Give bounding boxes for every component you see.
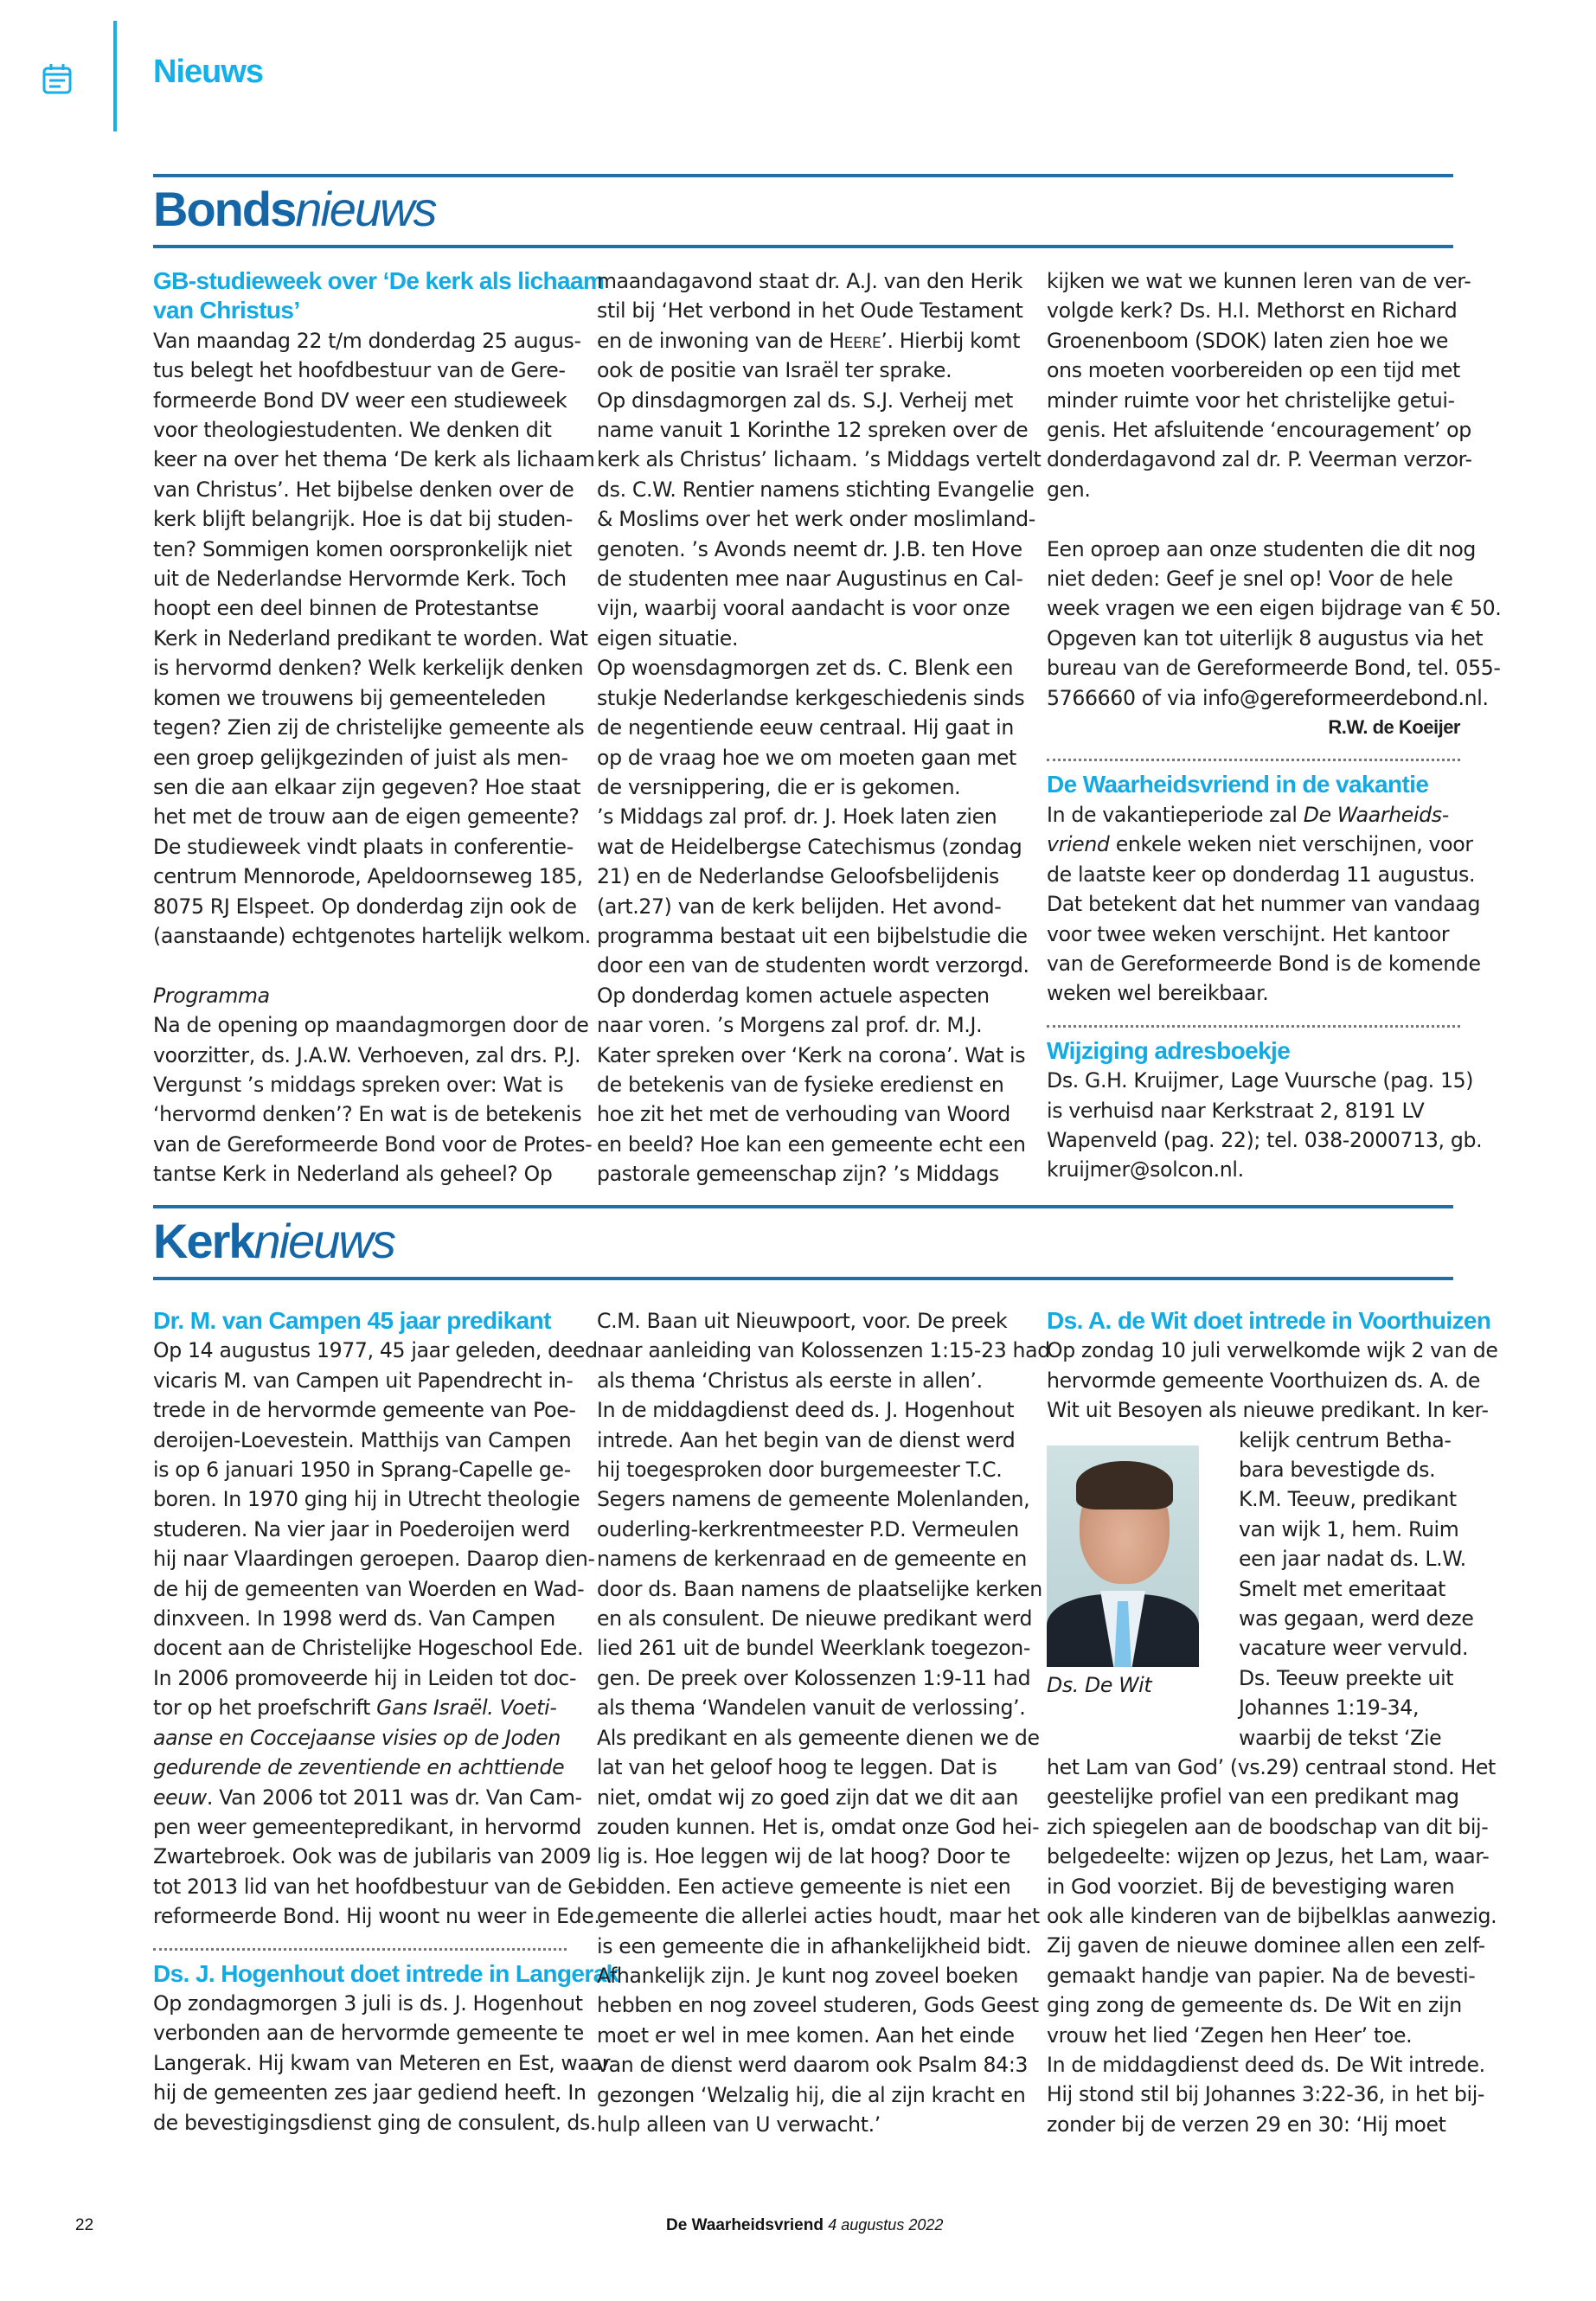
- body-line: is een gemeente die in afhankelijkheid bidt.: [597, 1933, 1032, 1958]
- article-heading: Ds. A. de Wit doet intrede in Voorthuizen: [1047, 1307, 1491, 1334]
- body-line: K.M. Teeuw, predikant: [1239, 1487, 1457, 1512]
- section-label: Nieuws: [153, 54, 264, 90]
- body-line: door een van de studenten wordt verzorgd.: [597, 953, 1029, 978]
- body-line: Hij stond stil bij Johannes 3:22-36, in het bij-: [1047, 2082, 1485, 2107]
- calendar-icon: [42, 62, 73, 95]
- body-line: hoopt een deel binnen de Protestantse: [153, 596, 539, 621]
- body-line: stil bij ‘Het verbond in het Oude Testament: [597, 298, 1023, 324]
- kerknieuws-column-1: [153, 1306, 619, 2138]
- section-rule-top: [153, 174, 1453, 177]
- article-heading: van Christus’: [153, 297, 300, 324]
- body-line: Kater spreken over ‘Kerk na corona’. Wat is: [597, 1042, 1026, 1067]
- body-line: aanse en Coccejaanse visies op de Joden: [153, 1725, 561, 1750]
- body-line: gezongen ‘Welzalig hij, die al zijn kracht en: [597, 2082, 1026, 2107]
- body-line: naar voren. ’s Morgens zal prof. dr. M.J.: [597, 1013, 983, 1038]
- body-line: Op 14 augustus 1977, 45 jaar geleden, deed: [153, 1338, 598, 1363]
- body-line: komen we trouwens bij gemeenteleden: [153, 685, 546, 710]
- body-line: Op dinsdagmorgen zal ds. S.J. Verheij met: [597, 388, 1014, 413]
- body-line: stukje Nederlandse kerkgeschiedenis sinds: [597, 685, 1025, 710]
- portrait-photo: [1047, 1445, 1199, 1667]
- body-line: Afhankelijk zijn. Je kunt nog zoveel boeken: [597, 1963, 1019, 1988]
- body-line: De studieweek vindt plaats in conferentie-: [153, 834, 574, 859]
- section-title-bondsnieuws: Bondsnieuws: [153, 182, 436, 236]
- body-line: ook de positie van Israël ter sprake.: [597, 358, 952, 383]
- body-line: genoten. ’s Avonds neemt dr. J.B. ten Hove: [597, 536, 1022, 561]
- article-gb-studieweek: [153, 266, 605, 1189]
- body-line: bidden. Een actieve gemeente is niet een: [597, 1874, 1011, 1899]
- body-line: hoe zit het met de verhouding van Woord: [597, 1102, 1010, 1127]
- body-line: gemeente die allerlei acties houdt, maar het: [597, 1904, 1040, 1929]
- body-line: Na de opening op maandagmorgen door de: [153, 1013, 589, 1038]
- body-line: in God voorziet. Bij de bevestiging waren: [1047, 1874, 1455, 1899]
- subheading-programma: Programma: [153, 983, 270, 1008]
- body-line: 5766660 of via info@gereformeerdebond.nl.: [1047, 685, 1489, 710]
- body-line: pastorale gemeenschap zijn? ’s Middags: [597, 1162, 999, 1187]
- body-line: van de Gereformeerde Bond voor de Protes-: [153, 1131, 593, 1157]
- body-line: In 2006 promoveerde hij in Leiden tot doc-: [153, 1665, 577, 1690]
- body-line: In de vakantieperiode zal De Waarheids-: [1047, 802, 1449, 827]
- body-line: belgedeelte: wijzen op Jezus, het Lam, waar-: [1047, 1844, 1490, 1869]
- article-van-campen: [153, 1306, 603, 1932]
- body-line: Als predikant en als gemeente dienen we de: [597, 1725, 1040, 1750]
- body-line: een groep gelijkgezinden of juist als men-: [153, 745, 568, 770]
- body-line: Wit uit Besoyen als nieuwe predikant. In ker-: [1047, 1398, 1489, 1423]
- body-line: minder ruimte voor het christelijke getui-: [1047, 388, 1455, 413]
- body-line: moet er wel in mee komen. Aan het einde: [597, 2022, 1015, 2048]
- body-line: naar aanleiding van Kolossenzen 1:15-23 had: [597, 1338, 1050, 1363]
- body-line: hulp alleen van U verwacht.’: [597, 2112, 881, 2137]
- section-rule-bottom: [153, 245, 1453, 248]
- body-line: voor theologiestudenten. We denken dit: [153, 418, 552, 443]
- kerknieuws-column-3: [1047, 1306, 1498, 2139]
- body-line: ds. C.W. Rentier namens stichting Evangelie: [597, 477, 1035, 502]
- body-line: eeuw. Van 2006 tot 2011 was dr. Van Cam-: [153, 1785, 582, 1810]
- article-heading: Dr. M. van Campen 45 jaar predikant: [153, 1307, 551, 1334]
- body-line: docent aan de Christelijke Hogeschool Ede.: [153, 1636, 584, 1661]
- dotted-separator: [1047, 1010, 1460, 1028]
- article-body: [597, 1306, 1050, 2139]
- body-line: Smelt met emeritaat: [1239, 1576, 1446, 1601]
- body-line: gedurende de zeventiende en achttiende: [153, 1755, 565, 1780]
- body-line: bureau van de Gereformeerde Bond, tel. 055-: [1047, 656, 1501, 681]
- body-line: Zij gaven de nieuwe dominee allen een zelf-: [1047, 1933, 1485, 1958]
- body-line: een jaar nadat ds. L.W.: [1239, 1547, 1466, 1572]
- body-line: ging zong de gemeente ds. De Wit en zijn: [1047, 1993, 1462, 2018]
- body-line: van Christus’. Het bijbelse denken over de: [153, 477, 574, 502]
- body-line: keer na over het thema ‘De kerk als lichaam: [153, 447, 595, 472]
- body-line: C.M. Baan uit Nieuwpoort, voor. De preek: [597, 1309, 1008, 1333]
- body-line: als thema ‘Christus als eerste in allen’.: [597, 1368, 983, 1393]
- body-line: maandagavond staat dr. A.J. van den Herik: [597, 269, 1023, 293]
- body-line: 21) en de Nederlandse Geloofsbelijdenis: [597, 864, 999, 889]
- body-line: niet, omdat wij zo goed zijn dat we dit aan: [597, 1785, 1019, 1810]
- body-line: de studenten mee naar Augustinus en Cal-: [597, 567, 1023, 592]
- bondsnieuws-column-3: [1047, 266, 1502, 1185]
- article-body: [153, 1812, 603, 1932]
- body-line: week vragen we een eigen bijdrage van € 50.: [1047, 596, 1502, 621]
- body-line: zouden kunnen. Het is, omdat onze God hei-: [597, 1814, 1040, 1839]
- bondsnieuws-column-2: [597, 266, 1042, 1189]
- dotted-separator: [153, 1933, 567, 1951]
- body-line: deroijen-Loevestein. Matthijs van Campen: [153, 1427, 572, 1452]
- body-line: de bevestigingsdienst ging de consulent, ds.: [153, 2110, 597, 2135]
- body-line: en als consulent. De nieuwe predikant werd: [597, 1606, 1033, 1631]
- body-line: zich spiegelen aan de boodschap van dit bij-: [1047, 1814, 1489, 1839]
- article-body: [1047, 1753, 1497, 2139]
- body-line: Een oproep aan onze studenten die dit nog: [1047, 536, 1477, 561]
- body-line: tus belegt het hoofdbestuur van de Gere-: [153, 358, 566, 383]
- body-line: Op zondag 10 juli verwelkomde wijk 2 van de: [1047, 1338, 1498, 1363]
- article-waarheidsvriend-vakantie: [1047, 770, 1481, 1008]
- body-line: Op zondagmorgen 3 juli is ds. J. Hogenhout: [153, 1990, 583, 2016]
- body-line: voor twee weken verschijnt. Het kantoor: [1047, 921, 1450, 946]
- body-line: ons moeten voorbereiden op een tijd met: [1047, 358, 1460, 383]
- body-line: kerk als Christus’ lichaam. ’s Middags vertelt: [597, 447, 1042, 472]
- body-line: de hij de gemeenten van Woerden en Wad-: [153, 1576, 585, 1601]
- header-divider: [113, 21, 117, 131]
- body-line: en beeld? Hoe kan een gemeente echt een: [597, 1131, 1026, 1157]
- body-line: trede in de hervormde gemeente van Poe-: [153, 1398, 576, 1423]
- article-body-wrapped: [1239, 1426, 1474, 1753]
- body-line: de versnippering, die er is gekomen.: [597, 774, 961, 799]
- body-line: Johannes 1:19-34,: [1239, 1695, 1420, 1721]
- body-line: als thema ‘Wandelen vanuit de verlossing’.: [597, 1695, 1026, 1721]
- body-line: kelijk centrum Betha-: [1239, 1427, 1452, 1452]
- body-line: ‘hervormd denken’? En wat is de betekenis: [153, 1102, 582, 1127]
- article-body: [1047, 266, 1472, 504]
- body-line: lig is. Hoe leggen wij de lat hoog? Door te: [597, 1844, 1011, 1869]
- body-line: uit de Nederlandse Hervormde Kerk. Toch: [153, 567, 567, 592]
- body-line: was gegaan, werd deze: [1239, 1606, 1474, 1631]
- body-line: donderdagavond zal dr. P. Veerman verzor-: [1047, 447, 1472, 472]
- body-line: gen.: [1047, 477, 1091, 502]
- page-number: 22: [75, 2216, 94, 2234]
- article-heading: Ds. J. Hogenhout doet intrede in Langerak: [153, 1959, 619, 1987]
- body-line: Op woensdagmorgen zet ds. C. Blenk een: [597, 656, 1014, 681]
- article-heading: De Waarheidsvriend in de vakantie: [1047, 771, 1429, 798]
- body-line: gemaakt handje van papier. Na de bevesti-: [1047, 1963, 1476, 1988]
- body-line: Langerak. Hij kwam van Meteren en Est, waar: [153, 2050, 611, 2075]
- body-line: vrouw het lied ‘Zegen hen Heer’ toe.: [1047, 2022, 1413, 2048]
- body-line: vriend enkele weken niet verschijnen, voor: [1047, 832, 1473, 857]
- body-line: centrum Mennorode, Apeldoornseweg 185,: [153, 864, 583, 889]
- body-line: intrede. Aan het begin van de dienst werd: [597, 1427, 1016, 1452]
- body-line: wat de Heidelbergse Catechismus (zondag: [597, 834, 1022, 859]
- body-line: programma bestaat uit een bijbelstudie die: [597, 923, 1028, 948]
- body-line: dinxveen. In 1998 werd ds. Van Campen: [153, 1606, 555, 1631]
- body-line: en de inwoning van de Heere’. Hierbij komt: [597, 328, 1021, 353]
- article-body: [1047, 1336, 1498, 1425]
- body-line: de betekenis van de fysieke eredienst en: [597, 1072, 1004, 1097]
- body-line: van wijk 1, hem. Ruim: [1239, 1516, 1459, 1541]
- body-line: het met de trouw aan de eigen gemeente?: [153, 804, 580, 830]
- body-line: de negentiende eeuw centraal. Hij gaat in: [597, 715, 1014, 740]
- article-body: [1047, 535, 1502, 713]
- body-line: ouderling-kerkrentmeester P.D. Vermeulen: [597, 1516, 1019, 1541]
- body-line: weken wel bereikbaar.: [1047, 981, 1269, 1006]
- body-line: is hervormd denken? Welk kerkelijk denken: [153, 656, 584, 681]
- body-line: studeren. Na vier jaar in Poederoijen werd: [153, 1516, 571, 1541]
- article-body: [153, 1010, 593, 1189]
- article-body: [153, 1336, 598, 1693]
- body-line: Opgeven kan tot uiterlijk 8 augustus via het: [1047, 625, 1484, 651]
- body-line: tegen? Zien zij de christelijke gemeente als: [153, 715, 585, 740]
- body-line: & Moslims over het werk onder moslimland-: [597, 507, 1035, 532]
- bondsnieuws-column-1: [153, 266, 605, 1189]
- body-line: pen weer gemeentepredikant, in hervormd: [153, 1814, 581, 1839]
- kerknieuws-column-2: [597, 1306, 1050, 2139]
- article-wijziging-adresboekje: [1047, 1036, 1483, 1185]
- article-heading: GB-studieweek over ‘De kerk als lichaam: [153, 267, 605, 294]
- article-body: [1047, 860, 1481, 1009]
- body-line: Vergunst ’s middags spreken over: Wat is: [153, 1072, 564, 1097]
- article-body: [153, 326, 595, 952]
- body-line: namens de kerkenraad en de gemeente en: [597, 1547, 1027, 1572]
- dotted-separator: [1047, 744, 1460, 761]
- body-line: reformeerde Bond. Hij woont nu weer in Ede.: [153, 1904, 600, 1929]
- body-line: vacature weer vervuld.: [1239, 1636, 1469, 1661]
- body-line: Kerk in Nederland predikant te worden. Wat: [153, 625, 588, 651]
- body-line: (art.27) van de kerk belijden. Het avond-: [597, 894, 1002, 919]
- photo-wrap-area: [1047, 1426, 1474, 1753]
- body-line: (aanstaande) echtgenotes hartelijk welkom.: [153, 923, 591, 948]
- photo-caption: Ds. De Wit: [1047, 1672, 1152, 1697]
- body-line: Groenenboom (SDOK) laten zien hoe we: [1047, 328, 1449, 353]
- body-line: het Lam van God’ (vs.29) centraal stond. Het: [1047, 1755, 1496, 1780]
- body-line: hervormde gemeente Voorthuizen ds. A. de: [1047, 1368, 1480, 1393]
- body-line: volgde kerk? Ds. H.I. Methorst en Richard: [1047, 298, 1458, 324]
- article-body: [1047, 1066, 1483, 1185]
- body-line: lied 261 uit de bundel Weerklank toegezon-: [597, 1636, 1031, 1661]
- body-line: vijn, waarbij vooral aandacht is voor onze: [597, 596, 1010, 621]
- body-line: Zwartebroek. Ook was de jubilaris van 2009: [153, 1844, 592, 1869]
- author-signature: R.W. de Koeijer: [1328, 716, 1460, 739]
- body-line: Ds. G.H. Kruijmer, Lage Vuursche (pag. 15): [1047, 1068, 1474, 1093]
- section-rule-bottom: [153, 1277, 1453, 1280]
- photo-figure: [1047, 1445, 1199, 1700]
- body-line: vicaris M. van Campen uit Papendrecht in-: [153, 1368, 574, 1393]
- article-body: [153, 1989, 611, 2138]
- body-line: hebben en nog zoveel studeren, Gods Geest: [597, 1993, 1039, 2018]
- body-line: Van maandag 22 t/m donderdag 25 augus-: [153, 328, 581, 353]
- body-line: genis. Het afsluitende ‘encouragement’ op: [1047, 418, 1471, 443]
- article-body: [597, 266, 1042, 1189]
- body-line: 8075 RJ Elspeet. Op donderdag zijn ook de: [153, 894, 577, 919]
- body-line: waarbij de tekst ‘Zie: [1239, 1725, 1442, 1750]
- body-line: ook alle kinderen van de bijbelklas aanwezig.: [1047, 1904, 1497, 1929]
- body-line: name vanuit 1 Korinthe 12 spreken over de: [597, 418, 1029, 443]
- article-heading: Wijziging adresboekje: [1047, 1036, 1291, 1064]
- body-line: kerk blijft belangrijk. Hoe is dat bij studen-: [153, 507, 574, 532]
- body-line: tantse Kerk in Nederland als geheel? Op: [153, 1162, 553, 1187]
- body-line: van de Gereformeerde Bond is de komende: [1047, 951, 1481, 976]
- body-line: zonder bij de verzen 29 en 30: ‘Hij moet: [1047, 2112, 1446, 2137]
- body-line: Dat betekent dat het nummer van vandaag: [1047, 892, 1481, 917]
- body-line: ten? Sommigen komen oorspronkelijk niet: [153, 536, 573, 561]
- body-line: Segers namens de gemeente Molenlanden,: [597, 1487, 1030, 1512]
- body-line: hij naar Vlaardingen geroepen. Daarop dien-: [153, 1547, 595, 1572]
- body-line: is verhuisd naar Kerkstraat 2, 8191 LV: [1047, 1098, 1425, 1123]
- body-line: lat van het geloof hoog te leggen. Dat is: [597, 1755, 997, 1780]
- body-line: van de dienst werd daarom ook Psalm 84:3: [597, 2053, 1029, 2078]
- body-line: door ds. Baan namens de plaatselijke kerken: [597, 1576, 1042, 1601]
- body-line: ’s Middags zal prof. dr. J. Hoek laten zien: [597, 804, 997, 830]
- body-line: sen die aan elkaar zijn gegeven? Hoe staat: [153, 774, 581, 799]
- body-line: hij de gemeenten zes jaar gediend heeft. In: [153, 2080, 586, 2106]
- body-line: kijken we wat we kunnen leren van de ver-: [1047, 269, 1471, 293]
- body-line: gen. De preek over Kolossenzen 1:9-11 had: [597, 1665, 1031, 1690]
- body-line: tot 2013 lid van het hoofdbestuur van de Ge-: [153, 1874, 603, 1899]
- publication-footer: De Waarheidsvriend 4 augustus 2022: [666, 2216, 944, 2234]
- section-title-kerknieuws: Kerknieuws: [153, 1214, 394, 1268]
- body-line: op de vraag hoe we om moeten gaan met: [597, 745, 1016, 770]
- body-line: tor op het proefschrift Gans Israël. Voeti-: [153, 1695, 557, 1721]
- body-line: kruijmer@solcon.nl.: [1047, 1157, 1244, 1183]
- body-line: formeerde Bond DV weer een studieweek: [153, 388, 567, 413]
- body-line: In de middagdienst deed ds. De Wit intrede.: [1047, 2053, 1485, 2078]
- body-line: boren. In 1970 ging hij in Utrecht theologie: [153, 1487, 580, 1512]
- body-line: voorzitter, ds. J.A.W. Verhoeven, zal drs. P.J.: [153, 1042, 581, 1067]
- body-line: is op 6 januari 1950 in Sprang-Capelle ge-: [153, 1458, 571, 1483]
- section-rule-top: [153, 1205, 1453, 1208]
- body-line: bara bevestigde ds.: [1239, 1458, 1436, 1483]
- body-line: Op donderdag komen actuele aspecten: [597, 983, 990, 1008]
- body-line: Ds. Teeuw preekte uit: [1239, 1665, 1454, 1690]
- body-line: Wapenveld (pag. 22); tel. 038-2000713, gb.: [1047, 1127, 1483, 1152]
- body-line: geestelijke profiel van een predikant mag: [1047, 1785, 1459, 1810]
- body-line: In de middagdienst deed ds. J. Hogenhout: [597, 1398, 1015, 1423]
- article-hogenhout: [153, 1959, 619, 2138]
- body-line: eigen situatie.: [597, 625, 739, 651]
- body-line: hij toegesproken door burgemeester T.C.: [597, 1458, 1003, 1483]
- body-line: verbonden aan de hervormde gemeente te: [153, 2021, 584, 2046]
- body-line: de laatste keer op donderdag 11 augustus.: [1047, 862, 1476, 887]
- body-line: niet deden: Geef je snel op! Voor de hele: [1047, 567, 1453, 592]
